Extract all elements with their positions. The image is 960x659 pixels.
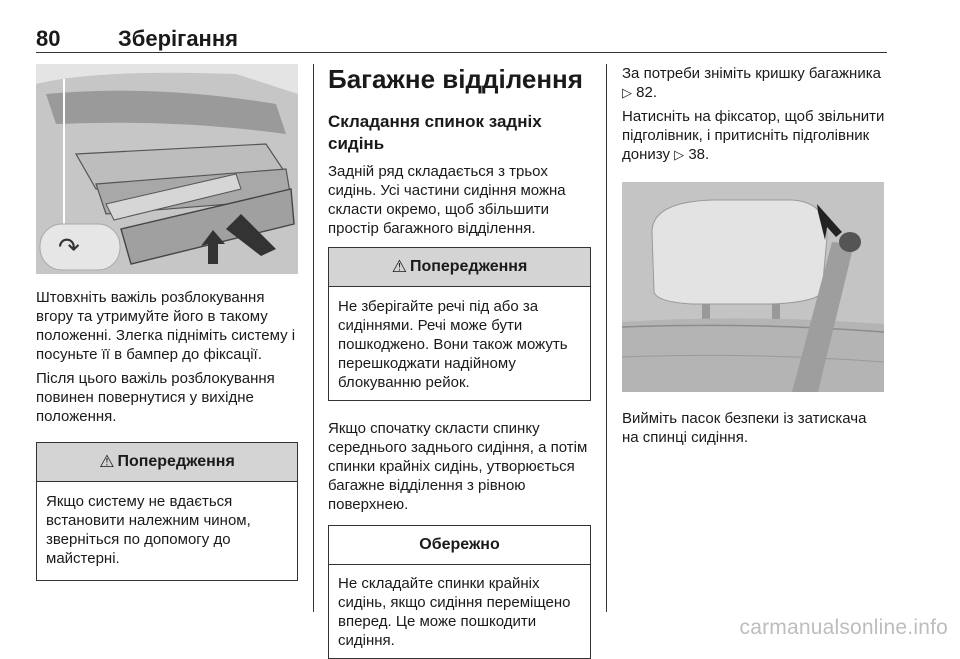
warning-box-2 xyxy=(328,247,591,401)
figure-headrest xyxy=(622,182,884,392)
seat-paragraph-2: Якщо спочатку скласти спинку середнього заднього сидіння, а потім спинки крайніх сидінь, утворюється багажне відділення з рівною поверхнею. xyxy=(328,420,588,513)
column-2 xyxy=(328,64,591,659)
page-title: Зберігання xyxy=(118,26,238,51)
warning-triangle-icon: ⚠ xyxy=(391,257,407,276)
instruction-paragraph-1: Штовхніть важіль розблокування вгору та утримуйте його в такому положенні. Злегка підніміть систему і посуньте її в бампер до фіксації. xyxy=(36,289,296,363)
warning-2-title: Попередження xyxy=(409,258,528,275)
subsection-heading: Складання спинок задніх сидінь xyxy=(328,112,542,153)
headrest-text: Натисніть на фіксатор, щоб звільнити підголівник, і притисніть підголівник донизу xyxy=(622,108,885,163)
cross-reference-icon: ▷ xyxy=(622,85,632,100)
watermark: carmanualsonline.info xyxy=(739,616,948,639)
headrest-illustration xyxy=(622,182,884,392)
seatbelt-paragraph: Вийміть пасок безпеки із затискача на спинці сидіння. xyxy=(622,410,867,446)
instruction-paragraph-2: Після цього важіль розблокування повинен повернутися у вихідне положення. xyxy=(36,370,275,425)
column-3 xyxy=(622,64,886,447)
warning-2-body: Не зберігайте речі під або за сидіннями. Речі може бути пошкоджено. Вони також можуть перешкоджати надійному блокуванню рейок. xyxy=(338,298,568,391)
remove-cover-text: За потреби зніміть кришку багажника xyxy=(622,65,881,82)
cross-reference-icon: ▷ xyxy=(674,147,685,162)
warning-box-header xyxy=(37,443,297,482)
figure-trailer-hitch xyxy=(36,64,298,274)
curved-arrow-icon: ↷ xyxy=(58,232,80,262)
warning-title: Попередження xyxy=(117,453,235,470)
remove-cover-paragraph: За потреби зніміть кришку багажника ▷ 82. xyxy=(622,65,881,101)
header-rule xyxy=(36,52,887,53)
remove-cover-ref: 82 xyxy=(636,84,653,101)
warning-box xyxy=(36,442,298,581)
column-1 xyxy=(36,64,298,581)
section-heading: Багажне відділення xyxy=(328,64,583,94)
column-divider-1 xyxy=(313,64,314,612)
warning-box-2-header xyxy=(329,248,590,287)
warning-triangle-icon: ⚠ xyxy=(99,452,115,471)
headrest-paragraph: Натисніть на фіксатор, щоб звільнити підголівник, і притисніть підголівник донизу ▷ 38. xyxy=(622,108,885,163)
page-header xyxy=(36,26,886,54)
caution-body: Не складайте спинки крайніх сидінь, якщо сидіння переміщено вперед. Це може пошкодити сидіння. xyxy=(338,575,571,649)
headrest-ref: 38 xyxy=(688,146,705,163)
seat-paragraph-1: Задній ряд складається з трьох сидінь. Усі частини сидіння можна скласти окремо, щоб збільшити простір багажного відділення. xyxy=(328,163,566,237)
caution-box xyxy=(328,525,591,659)
warning-body: Якщо систему не вдається встановити належним чином, зверніться по допомогу до майстерні. xyxy=(46,493,251,567)
caution-box-header xyxy=(329,526,590,565)
caution-title: Обережно xyxy=(419,536,500,553)
page-number: 80 xyxy=(36,26,61,51)
column-divider-2 xyxy=(606,64,607,612)
